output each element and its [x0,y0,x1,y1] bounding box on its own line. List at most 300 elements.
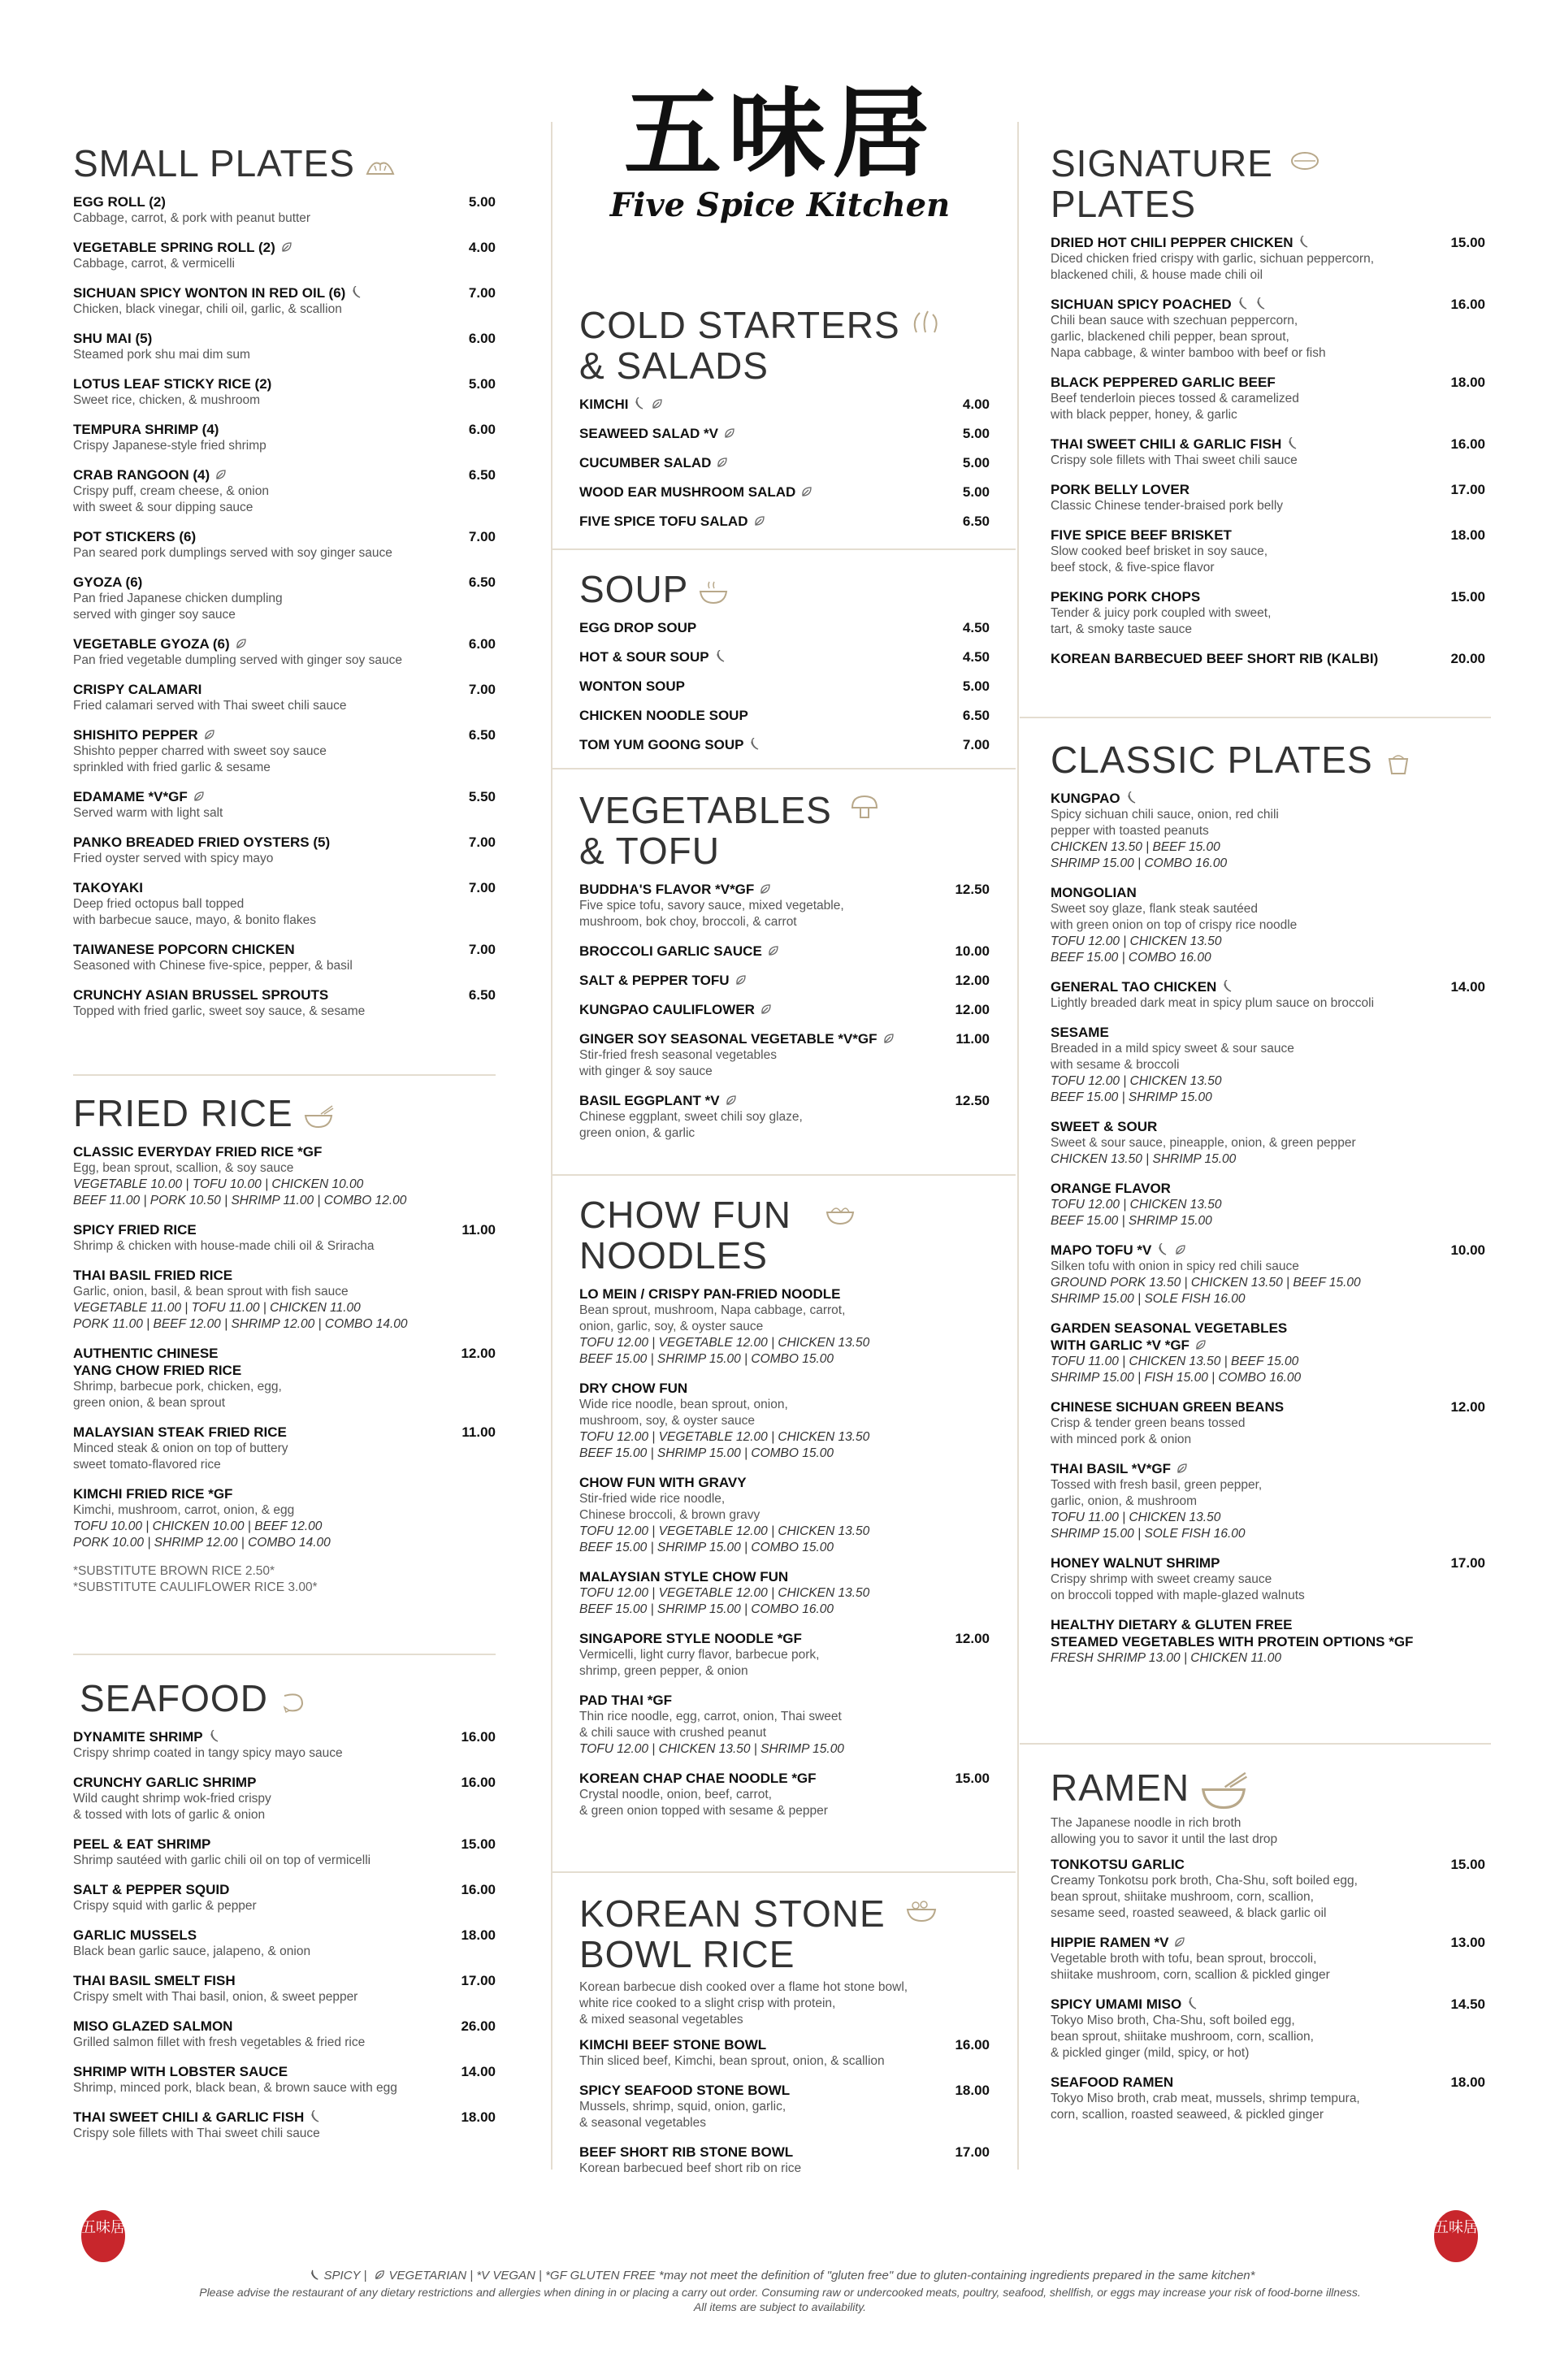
menu-item-row [73,2018,496,2035]
soup-section [579,569,990,765]
menu-item-row [579,1001,990,1018]
menu-item-price: 12.00 [1450,1399,1485,1415]
divider [552,1174,1016,1176]
menu-item-row [1051,1118,1485,1135]
menu-item [579,1568,990,1618]
menu-item-name [1051,790,1138,807]
divider [552,768,1016,769]
menu-item-description: Mussels, shrimp, squid, onion, garlic, & seasonal vegetables [579,2100,786,2130]
menu-item-price: 5.00 [962,426,990,441]
menu-item-price: 4.00 [468,240,496,255]
small-plates-list [73,193,496,1020]
item-name-text: TAIWANESE POPCORN CHICKEN [73,942,295,957]
menu-item-name [1051,1242,1187,1259]
menu-item-description: Shrimp, barbecue pork, chicken, egg, green onion, & bean sprout [73,1380,282,1410]
leaf-icon [203,728,216,741]
menu-item-description: Thin sliced beef, Kimchi, bean sprout, onion, & scallion [579,2054,885,2068]
item-name-text: FIVE SPICE BEEF BRISKET [1051,527,1232,543]
menu-item-row [579,483,990,501]
menu-item-name [73,1972,236,1989]
menu-item-row [1051,1180,1485,1197]
menu-item-price: 16.00 [1450,436,1485,452]
menu-item-row [579,425,990,442]
menu-item-description: Egg, bean sprout, scallion, & soy sauce [73,1161,294,1175]
menu-item-name [73,2018,232,2035]
item-name-text: SHISHITO PEPPER [73,727,198,743]
menu-item-price: 16.00 [461,1882,496,1897]
item-name-text: GYOZA (6) [73,574,143,590]
item-name-text: SALT & PEPPER SQUID [73,1882,230,1897]
menu-item-row [73,1143,496,1160]
menu-item-price: 18.00 [461,1927,496,1943]
menu-item-description: Chicken, black vinegar, chili oil, garlic, & scallion [73,302,342,316]
menu-item [73,1267,496,1333]
restaurant-logo [601,76,959,244]
menu-item-price: 4.50 [962,620,990,635]
shrimp-icon [278,1689,309,1714]
item-name-text: BLACK PEPPERED GARLIC BEEF [1051,375,1276,390]
divider [1020,717,1491,718]
menu-item-name [579,1001,773,1018]
menu-item-description: Shrimp, minced pork, black bean, & brown sauce with egg [73,2081,397,2095]
menu-item [73,466,496,516]
item-name-text: CRISPY CALAMARI [73,682,202,697]
menu-item-description: Crispy Japanese-style fried shrimp [73,439,266,453]
menu-item-name [579,1474,747,1491]
item-name-text: CHOW FUN WITH GRAVY [579,1475,747,1490]
menu-item-description: Five spice tofu, savory sauce, mixed vegetable, mushroom, bok choy, broccoli, & carrot [579,899,844,929]
menu-item [73,1143,496,1209]
menu-item-price: 11.00 [462,1424,496,1440]
menu-item-description: Pan seared pork dumplings served with soy ginger sauce [73,546,392,560]
item-name-text: SHRIMP WITH LOBSTER SAUCE [73,2064,288,2079]
menu-item [73,681,496,714]
menu-item-row [73,1836,496,1853]
menu-item-description: Cabbage, carrot, & pork with peanut butter [73,211,311,225]
menu-item-price: 12.50 [955,1093,990,1108]
menu-item [73,1221,496,1255]
menu-item-name [1051,1024,1109,1041]
menu-item-name [73,1345,241,1379]
menu-item-name [73,681,202,698]
menu-item [73,879,496,929]
divider [73,1074,496,1076]
menu-item [579,396,990,413]
menu-item [73,788,496,822]
menu-item-row [1051,1856,1485,1873]
section-title: VEGETABLES & TOFU [579,790,990,871]
menu-item-name [1051,1118,1157,1135]
menu-item [1051,884,1485,966]
menu-item-name [73,1267,232,1284]
menu-item [1051,527,1485,576]
section-title: RAMEN [1051,1767,1485,1810]
leaf-icon [235,637,248,650]
chili-pepper-icon [309,2110,322,2123]
menu-item [73,2109,496,2142]
menu-item-name [1051,1616,1413,1650]
menu-item-name [1051,1180,1171,1197]
menu-item-row [73,193,496,210]
menu-item-name [579,513,766,530]
stone-bowl-list [579,2036,990,2177]
menu-item-row [1051,527,1485,544]
classic-list [1051,790,1485,1667]
menu-item-options: TOFU 12.00 | CHICKEN 13.50 BEEF 15.00 | COMBO 16.00 [1051,934,1222,965]
item-name-text: KIMCHI BEEF STONE BOWL [579,2037,767,2053]
leaf-icon [1173,1936,1186,1949]
menu-item-description: Served warm with light salt [73,806,223,820]
menu-item-name [579,1380,687,1397]
soup-list [579,619,990,753]
signature-list [1051,234,1485,667]
item-name-text: PEKING PORK CHOPS [1051,589,1201,605]
chili-pepper-icon [1221,980,1234,993]
menu-item-price: 6.00 [468,636,496,652]
menu-item-price: 6.00 [468,422,496,437]
menu-item-row [73,1221,496,1238]
menu-item-description: Korean barbecued beef short rib on rice [579,2161,802,2175]
menu-item [1051,1996,1485,2061]
menu-item-options: TOFU 12.00 | CHICKEN 13.50 BEEF 15.00 | SHRIMP 15.00 [1051,1074,1222,1104]
menu-item-description: Shishto pepper charred with sweet soy sauce sprinkled with fried garlic & sesame [73,744,327,774]
vegetables-section [579,790,990,1154]
menu-item-row [579,619,990,636]
divider [73,1654,496,1655]
menu-item-price: 20.00 [1450,651,1485,666]
menu-item [1051,790,1485,872]
item-name-text: FIVE SPICE TOFU SALAD [579,514,748,529]
menu-item-row [73,986,496,1004]
menu-item-name [579,425,736,442]
menu-item-name [579,454,729,471]
menu-item [1051,234,1485,284]
item-name-text: GARLIC MUSSELS [73,1927,197,1943]
menu-item [1051,978,1485,1012]
menu-item [73,1972,496,2005]
menu-item-name [73,1143,322,1160]
chili-pepper-icon [714,650,727,663]
menu-item-row [1051,374,1485,391]
menu-item-options: GROUND PORK 13.50 | CHICKEN 13.50 | BEEF 15.00 SHRIMP 15.00 | SOLE FISH 16.00 [1051,1276,1361,1306]
item-name-text: THAI BASIL *V*GF [1051,1461,1171,1476]
menu-item [73,1774,496,1823]
leaf-icon [759,882,772,895]
section-title: SIGNATURE PLATES [1051,143,1485,224]
item-name-text: CLASSIC EVERYDAY FRIED RICE *GF [73,1144,323,1160]
menu-item-description: Garlic, onion, basil, & bean sprout with fish sauce [73,1285,349,1298]
menu-item-row [73,1881,496,1898]
menu-item-row [1051,1398,1485,1415]
menu-item-row [579,678,990,695]
item-name-text: CHINESE SICHUAN GREEN BEANS [1051,1399,1285,1415]
menu-item-name [73,1881,229,1898]
menu-item-name [73,2063,288,2080]
menu-item [73,2018,496,2051]
menu-item-row [579,943,990,960]
menu-item-price: 17.00 [461,1973,496,1988]
item-name-text: TONKOTSU GARLIC [1051,1856,1185,1872]
menu-item [579,1474,990,1556]
menu-item-name [579,648,727,665]
menu-item [1051,296,1485,362]
menu-item-name [73,2109,322,2126]
menu-item [73,1881,496,1914]
menu-item-name [579,1770,817,1787]
menu-item-description: Minced steak & onion on top of buttery sweet tomato-flavored rice [73,1441,288,1472]
item-name-text: KUNGPAO CAULIFLOWER [579,1002,755,1017]
item-name-text: SESAME [1051,1025,1109,1040]
menu-item-name [1051,1934,1186,1951]
item-name-text: SPICY FRIED RICE [73,1222,197,1238]
item-name-text: SINGAPORE STYLE NOODLE *GF [579,1631,802,1646]
menu-item-name [579,1692,672,1709]
menu-item-options: TOFU 12.00 | CHICKEN 13.50 | SHRIMP 15.00 [579,1742,844,1756]
rice-bowl-icon [303,1104,334,1129]
menu-item-options: TOFU 12.00 | CHICKEN 13.50 BEEF 15.00 | SHRIMP 15.00 [1051,1198,1222,1228]
dumpling-icon [365,154,396,179]
menu-item-name [579,1568,788,1585]
soup-bowl-icon [698,580,729,605]
menu-item-row [73,1485,496,1502]
menu-item-row [73,879,496,896]
menu-item-name [1051,650,1378,667]
menu-item-price: 17.00 [1450,482,1485,497]
menu-item-name [579,2036,766,2053]
menu-item [73,330,496,363]
menu-item-row [579,1030,990,1047]
chili-pepper-icon [1156,1243,1169,1256]
menu-item-row [1051,234,1485,251]
menu-item-price: 12.00 [955,1631,990,1646]
menu-item-description: Crispy puff, cream cheese, & onion with sweet & sour dipping sauce [73,484,269,514]
menu-item-price: 4.50 [962,649,990,665]
menu-item-name [73,726,216,743]
menu-item-row [579,648,990,665]
menu-item-price: 7.00 [468,529,496,544]
menu-item-row [73,2063,496,2080]
menu-item-description: Pan fried vegetable dumpling served with ginger soy sauce [73,653,402,667]
menu-item-price: 15.00 [1450,235,1485,250]
menu-item [73,1345,496,1411]
item-name-text: HOT & SOUR SOUP [579,649,709,665]
menu-item-row [579,881,990,898]
menu-item-price: 6.50 [962,708,990,723]
section-title: SOUP [579,569,990,609]
section-title: SEAFOOD [80,1678,496,1719]
item-name-text: WONTON SOUP [579,678,686,694]
menu-item-description: Creamy Tonkotsu pork broth, Cha-Shu, soft boiled egg, bean sprout, shiitake mushroom, corn, scallion, sesame seed, roasted seaweed, & black garlic oil [1051,1873,1358,1920]
menu-item-row [579,1630,990,1647]
menu-item-options: CHICKEN 13.50 | SHRIMP 15.00 [1051,1152,1237,1166]
menu-item [1051,1934,1485,1983]
menu-item-price: 6.50 [468,574,496,590]
item-name-text: DYNAMITE SHRIMP [73,1729,203,1745]
item-name-text: HEALTHY DIETARY & GLUTEN FREE STEAMED VEGETABLES WITH PROTEIN OPTIONS *GF [1051,1617,1414,1650]
item-name-text: SICHUAN SPICY POACHED [1051,297,1232,312]
menu-item-row [1051,1460,1485,1477]
menu-item-name [73,986,328,1004]
logo-english-name: Five Spice Kitchen [609,186,951,224]
menu-item-row [73,681,496,698]
item-name-text: GARDEN SEASONAL VEGETABLES WITH GARLIC *V *GF [1051,1320,1288,1353]
menu-item-row [73,2109,496,2126]
menu-item-description: Steamed pork shu mai dim sum [73,348,250,362]
menu-item-description: Wild caught shrimp wok-fried crispy & tossed with lots of garlic & onion [73,1792,271,1822]
menu-item-price: 6.00 [468,331,496,346]
menu-item [1051,1554,1485,1604]
menu-item-name [579,1285,840,1303]
menu-item-row [1051,978,1485,995]
menu-item-row [73,284,496,301]
item-name-text: GINGER SOY SEASONAL VEGETABLE *V*GF [579,1031,878,1047]
menu-item-name [579,619,696,636]
menu-item-description: Silken tofu with onion in spicy red chili sauce [1051,1259,1299,1273]
leaf-icon [723,427,736,440]
menu-item [1051,588,1485,638]
menu-item [1051,1398,1485,1448]
menu-item [579,1380,990,1462]
item-name-text: TEMPURA SHRIMP (4) [73,422,219,437]
menu-item [73,726,496,776]
chili-pepper-icon [1237,297,1250,310]
menu-item-row [73,788,496,805]
menu-item-price: 17.00 [1450,1555,1485,1571]
seafood-section [73,1678,496,2154]
menu-item-row [73,1424,496,1441]
bun-icon [1289,148,1320,172]
item-name-text: POT STICKERS (6) [73,529,197,544]
menu-item-name [1051,1320,1287,1354]
leaf-icon [716,456,729,469]
ramen-intro: The Japanese noodle in rich broth allowing you to savor it until the last drop [1051,1815,1278,1846]
ramen-bowl-icon [1199,1771,1248,1810]
cold-starters-list [579,396,990,530]
menu-item-name [579,736,761,753]
leaf-icon [767,944,780,957]
substitute-note: *SUBSTITUTE BROWN RICE 2.50* *SUBSTITUTE CAULIFLOWER RICE 3.00* [73,1564,318,1594]
leaf-icon [651,397,664,410]
menu-item-row [579,736,990,753]
vegetables-list [579,881,990,1142]
menu-item-row [73,726,496,743]
footer [122,2267,1438,2314]
menu-item-price: 16.00 [461,1775,496,1790]
menu-item [73,635,496,669]
menu-item-price: 6.50 [468,727,496,743]
item-name-text: MISO GLAZED SALMON [73,2018,233,2034]
menu-item-name [73,1221,197,1238]
item-name-text: SEAFOOD RAMEN [1051,2074,1174,2090]
menu-item-row [1051,481,1485,498]
mushroom-icon [849,795,880,819]
menu-item-row [579,513,990,530]
menu-item-name [579,1092,738,1109]
menu-item-row [73,1927,496,1944]
menu-item-description: Breaded in a mild spicy sweet & sour sauce with sesame & broccoli [1051,1042,1294,1072]
menu-item-row [579,1380,990,1397]
menu-item-price: 5.50 [468,789,496,804]
menu-item [579,1001,990,1018]
menu-item [73,834,496,867]
divider [1020,1743,1491,1745]
chili-pepper-icon [350,286,363,299]
menu-item-name [579,678,685,695]
chili-pepper-icon [1186,1997,1199,2010]
leaf-icon [882,1032,895,1045]
menu-item-description: Slow cooked beef brisket in soy sauce, beef stock, & five-spice flavor [1051,544,1268,574]
menu-item-description: Black bean garlic sauce, jalapeno, & onion [73,1944,311,1958]
section-title: SMALL PLATES [73,143,496,184]
menu-item-name [1051,527,1232,544]
menu-item-description: Stir-fried fresh seasonal vegetables with ginger & soy sauce [579,1048,777,1078]
menu-item-row [73,1728,496,1745]
seafood-list [73,1728,496,2142]
item-name-text: MAPO TOFU *V [1051,1242,1152,1258]
menu-item-price: 6.50 [468,467,496,483]
menu-item-name [1051,1996,1199,2013]
menu-item [579,2036,990,2070]
menu-item-price: 7.00 [468,942,496,957]
menu-item [73,986,496,1020]
item-name-text: CUCUMBER SALAD [579,455,712,470]
menu-item-description: Beef tenderloin pieces tossed & caramelized with black pepper, honey, & garlic [1051,392,1299,422]
item-name-text: THAI BASIL FRIED RICE [73,1268,233,1283]
menu-item-price: 11.00 [956,1031,990,1047]
item-name-text: VEGETABLE SPRING ROLL (2) [73,240,275,255]
menu-item-price: 7.00 [468,880,496,895]
item-name-text: SPICY UMAMI MISO [1051,1996,1182,2012]
menu-item-name [73,1927,197,1944]
item-name-text: BASIL EGGPLANT *V [579,1093,720,1108]
menu-item [73,193,496,227]
menu-item-description: Grilled salmon fillet with fresh vegetables & fried rice [73,2035,366,2049]
menu-item-name [73,284,363,301]
menu-item-description: Thin rice noodle, egg, carrot, onion, Thai sweet & chili sauce with crushed peanut [579,1710,842,1740]
menu-item-name [1051,884,1137,901]
menu-item-name [73,1728,221,1745]
menu-item-row [1051,1554,1485,1571]
menu-item-price: 11.00 [462,1222,496,1238]
menu-item [73,528,496,561]
menu-item [1051,2074,1485,2123]
menu-item-row [73,466,496,483]
menu-item-price: 15.00 [955,1771,990,1786]
menu-item-row [1051,1996,1485,2013]
menu-item-description: Chinese eggplant, sweet chili soy glaze, green onion, & garlic [579,1110,803,1140]
red-seal-left: 五味居 [81,2210,125,2262]
menu-item-row [579,972,990,989]
item-name-text: BUDDHA'S FLAVOR *V*GF [579,882,755,897]
menu-item-description: Crispy smelt with Thai basil, onion, & sweet pepper [73,1990,358,2004]
menu-item [73,1728,496,1762]
menu-item-name [579,881,772,898]
item-name-text: VEGETABLE GYOZA (6) [73,636,230,652]
menu-item-row [73,375,496,392]
chili-pepper-icon [309,2269,321,2281]
legend-spicy: SPICY [323,2269,361,2282]
menu-item-name [579,2082,790,2099]
chili-pepper-icon [1286,437,1299,450]
fried-rice-list [73,1143,496,1551]
fried-rice-section [73,1093,496,1596]
item-name-text: CRUNCHY GARLIC SHRIMP [73,1775,257,1790]
leaf-icon [280,241,293,254]
menu-item-price: 18.00 [1450,375,1485,390]
menu-item-row [1051,1024,1485,1041]
menu-item [579,425,990,442]
leaf-icon [800,485,813,498]
